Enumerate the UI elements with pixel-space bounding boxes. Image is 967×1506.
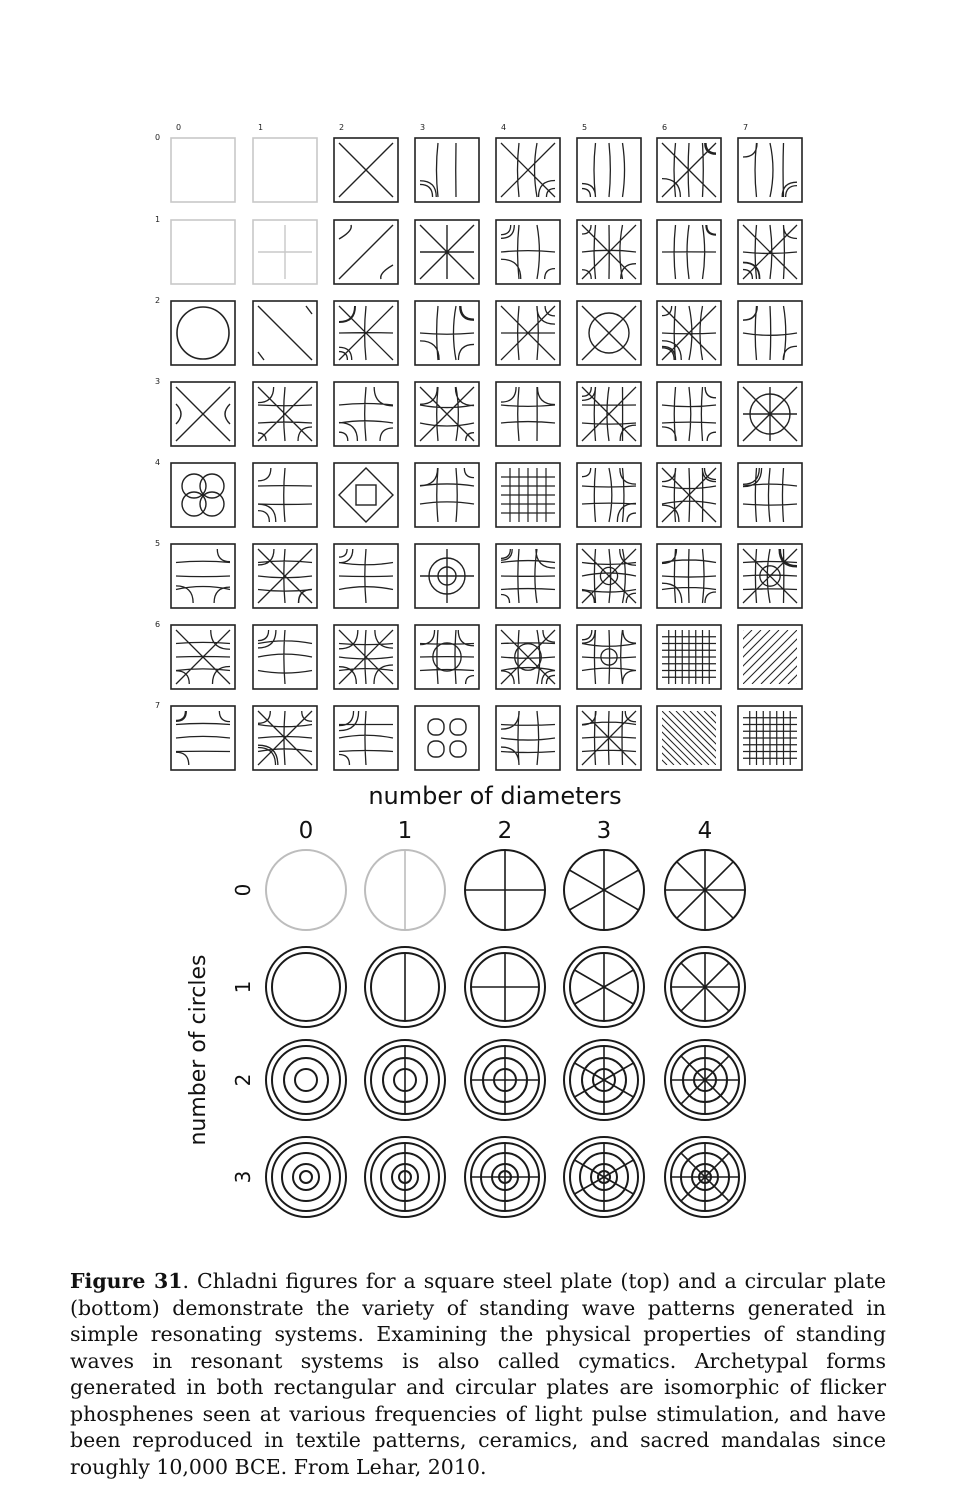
circular-pattern-r1-c1	[365, 947, 445, 1027]
circular-plate-grid	[266, 850, 745, 1217]
circular-pattern-r0-c4	[665, 850, 745, 930]
circular-pattern-r3-c0	[266, 1137, 346, 1217]
column-label-0: 0	[176, 123, 182, 132]
circular-pattern-r3-c2	[465, 1137, 545, 1217]
square-pattern-r5-c4	[496, 544, 560, 608]
square-pattern-r0-c1	[253, 138, 317, 202]
square-pattern-r3-c1	[253, 382, 317, 446]
square-pattern-r6-c3	[415, 625, 479, 689]
square-pattern-r4-c7	[738, 463, 802, 527]
square-pattern-r7-c2	[334, 706, 398, 770]
square-pattern-r6-c1	[253, 625, 317, 689]
diameter-label-0: 0	[298, 818, 314, 844]
figure-label: Figure 31	[70, 1269, 183, 1293]
circular-pattern-r1-c2	[465, 947, 545, 1027]
circular-pattern-r3-c1	[365, 1137, 445, 1217]
square-plate-row-labels	[155, 133, 160, 710]
row-label-7: 7	[155, 701, 161, 710]
square-pattern-r1-c3	[415, 220, 479, 284]
square-pattern-r5-c6	[657, 544, 721, 608]
square-pattern-r3-c7	[738, 382, 802, 446]
diameter-label-1: 1	[397, 818, 413, 844]
square-pattern-r1-c2	[334, 220, 398, 284]
square-pattern-r5-c1	[253, 544, 317, 608]
diameter-label-3: 3	[596, 818, 612, 844]
square-pattern-r2-c0	[171, 301, 235, 365]
square-pattern-r3-c2	[334, 382, 398, 446]
diameters-axis-title: number of diameters	[368, 782, 622, 810]
caption-text: . Chladni figures for a square steel plate (top) and a circular plate (bottom) demonstrate the variety of standing wave patterns generated in simple resonating systems. Examining the physical properties of standing waves in resonant systems is also called cymatics. Archetypal forms generated in both rectangular and circular plates are isomorphic of flicker phosphenes seen at various frequencies of light pulse stimulation, and have been reproduced in textile patterns, ceramics, and sacred mandalas since roughly 10,000 BCE. From Lehar, 2010.	[70, 1269, 886, 1479]
square-pattern-r6-c2	[334, 625, 398, 689]
square-pattern-r5-c5	[577, 544, 641, 608]
square-pattern-r7-c1	[253, 706, 317, 770]
square-pattern-r2-c4	[496, 301, 560, 365]
circular-pattern-r1-c0	[266, 947, 346, 1027]
column-label-7: 7	[743, 123, 749, 132]
square-pattern-r2-c7	[738, 301, 802, 365]
square-pattern-r0-c7	[738, 138, 802, 202]
square-pattern-r6-c5	[577, 625, 641, 689]
circular-pattern-r0-c2	[465, 850, 545, 930]
square-pattern-r1-c4	[496, 220, 560, 284]
square-pattern-r6-c6	[657, 625, 721, 689]
square-pattern-r2-c6	[657, 301, 721, 365]
row-label-6: 6	[155, 620, 161, 629]
square-pattern-r3-c4	[496, 382, 560, 446]
circle-label-3: 3	[231, 1170, 255, 1184]
circular-pattern-r1-c4	[665, 947, 745, 1027]
square-pattern-r3-c0	[171, 382, 235, 446]
column-label-1: 1	[258, 123, 264, 132]
square-pattern-r2-c1	[253, 301, 317, 365]
circular-pattern-r2-c2	[465, 1040, 545, 1120]
square-pattern-r0-c4	[496, 138, 560, 202]
square-pattern-r0-c2	[334, 138, 398, 202]
row-label-2: 2	[155, 296, 161, 305]
circular-pattern-r2-c3	[564, 1040, 644, 1120]
square-pattern-r1-c1	[253, 220, 317, 284]
circle-labels	[231, 884, 255, 1184]
row-label-1: 1	[155, 215, 161, 224]
diameter-labels	[299, 818, 713, 844]
row-label-3: 3	[155, 377, 161, 386]
square-pattern-r0-c3	[415, 138, 479, 202]
square-pattern-r3-c3	[415, 382, 479, 446]
row-label-0: 0	[155, 133, 161, 142]
square-pattern-r7-c4	[496, 706, 560, 770]
square-pattern-r3-c5	[577, 382, 641, 446]
diameter-label-2: 2	[497, 818, 513, 844]
square-pattern-r5-c0	[171, 544, 235, 608]
square-pattern-r5-c7	[738, 544, 802, 608]
circular-pattern-r2-c1	[365, 1040, 445, 1120]
square-pattern-r7-c5	[577, 706, 641, 770]
square-plate-grid	[171, 138, 851, 770]
column-label-3: 3	[420, 123, 426, 132]
square-pattern-r6-c4	[496, 625, 560, 689]
diameter-label-4: 4	[697, 818, 713, 844]
square-pattern-r4-c4	[496, 463, 560, 527]
square-plate-column-labels	[176, 123, 748, 132]
circular-pattern-r2-c0	[266, 1040, 346, 1120]
square-pattern-r7-c0	[171, 706, 235, 770]
square-pattern-r6-c0	[171, 625, 235, 689]
circular-pattern-r0-c3	[564, 850, 644, 930]
square-pattern-r3-c6	[657, 382, 721, 446]
column-label-2: 2	[339, 123, 345, 132]
circular-pattern-r0-c0	[266, 850, 346, 930]
circular-pattern-r3-c4	[665, 1137, 745, 1217]
row-label-5: 5	[155, 539, 161, 548]
square-pattern-r1-c0	[171, 220, 235, 284]
square-pattern-r5-c2	[334, 544, 398, 608]
square-pattern-r1-c6	[657, 220, 721, 284]
square-pattern-r4-c3	[415, 463, 479, 527]
square-pattern-r7-c3	[415, 706, 479, 770]
square-pattern-r2-c2	[334, 301, 398, 365]
row-label-4: 4	[155, 458, 161, 467]
square-pattern-r0-c0	[171, 138, 235, 202]
figure-caption	[70, 1268, 886, 1480]
square-pattern-r0-c6	[657, 138, 721, 202]
circle-label-2: 2	[231, 1073, 255, 1087]
circular-pattern-r3-c3	[564, 1137, 644, 1217]
square-pattern-r2-c5	[577, 301, 641, 365]
square-pattern-r4-c1	[253, 463, 317, 527]
square-pattern-r4-c6	[657, 463, 721, 527]
square-pattern-r7-c7	[738, 706, 802, 770]
square-pattern-r1-c5	[577, 220, 641, 284]
square-pattern-r0-c5	[577, 138, 641, 202]
square-pattern-r4-c0	[171, 463, 235, 527]
square-pattern-r4-c5	[577, 463, 641, 527]
circular-pattern-r0-c1	[365, 850, 445, 930]
square-pattern-r5-c3	[415, 544, 479, 608]
circles-axis-title: number of circles	[186, 954, 211, 1146]
circular-pattern-r2-c4	[665, 1040, 745, 1120]
circle-label-0: 0	[231, 883, 255, 897]
square-pattern-r4-c2	[334, 463, 398, 527]
square-pattern-r1-c7	[738, 220, 802, 284]
square-pattern-r2-c3	[415, 301, 479, 365]
circle-label-1: 1	[231, 980, 255, 994]
column-label-6: 6	[662, 123, 668, 132]
circular-pattern-r1-c3	[564, 947, 644, 1027]
column-label-5: 5	[582, 123, 588, 132]
column-label-4: 4	[501, 123, 507, 132]
